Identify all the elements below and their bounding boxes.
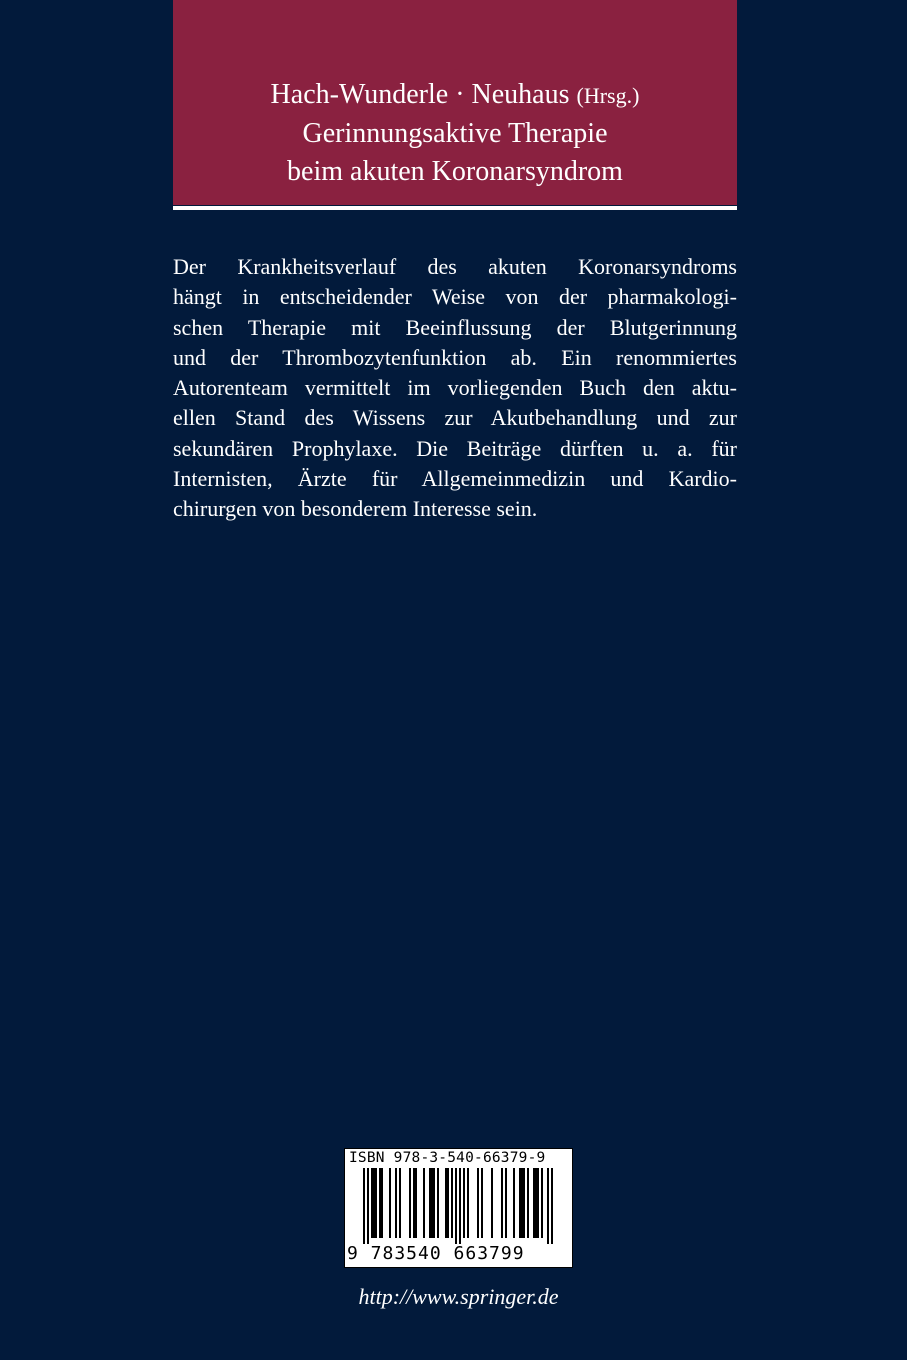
publisher-url: http://www.springer.de	[358, 1284, 559, 1309]
barcode-bar	[437, 1168, 439, 1238]
barcode-bar	[413, 1168, 415, 1238]
barcode-bar	[379, 1168, 381, 1238]
barcode-bar	[431, 1168, 433, 1238]
barcode-bar	[399, 1168, 401, 1238]
editor-suffix: (Hrsg.)	[576, 83, 640, 108]
barcode-bar	[415, 1168, 417, 1238]
blurb-text	[173, 252, 737, 525]
header-divider	[173, 206, 737, 210]
barcode-bar	[521, 1168, 523, 1238]
barcode-bar	[395, 1168, 397, 1238]
barcode-bar	[389, 1168, 391, 1238]
blurb-line: sekundären Prophylaxe. Die Beiträge dürften u. a. für	[173, 435, 737, 461]
barcode-bar	[381, 1168, 383, 1238]
blurb-line: chirurgen von besonderem Interesse sein.	[173, 496, 538, 522]
barcode-bar	[447, 1168, 449, 1238]
barcode-bar	[541, 1168, 543, 1238]
isbn-barcode-box	[344, 1148, 573, 1268]
barcode-bar	[527, 1168, 529, 1238]
barcode-bar	[477, 1168, 479, 1238]
barcode-bar	[459, 1168, 461, 1244]
barcode-bar	[547, 1168, 549, 1244]
authors: Hach-Wunderle · Neuhaus	[270, 79, 570, 110]
blurb-line: Der Krankheitsverlauf des akuten Koronarsyndroms	[173, 254, 737, 279]
blurb-line: Internisten, Ärzte für Allgemeinmedizin und Kardio-	[173, 466, 737, 492]
barcode-bar	[537, 1168, 539, 1238]
blurb-line: Autorenteam vermittelt im vorliegenden Buch den aktu-	[173, 375, 737, 401]
barcode-bar	[455, 1168, 457, 1244]
isbn-label: ISBN 978-3-540-66379-9	[349, 1150, 546, 1166]
barcode-bar	[505, 1168, 507, 1238]
barcode-bar	[433, 1168, 435, 1238]
blurb-line: schen Therapie mit Beeinflussung der Blutgerinnung	[173, 314, 737, 340]
barcode-bar	[367, 1168, 369, 1244]
title-panel	[173, 0, 737, 205]
blurb-line: hängt in entscheidender Weise von der pharmakologi-	[173, 284, 737, 310]
blurb-line: und der Thrombozytenfunktion ab. Ein renommiertes	[173, 344, 737, 370]
book-title-line-2: beim akuten Koronarsyndrom	[287, 156, 623, 187]
barcode-bar	[429, 1168, 431, 1238]
barcode-bar	[481, 1168, 483, 1238]
barcode-bar	[409, 1168, 411, 1238]
barcode-bar	[513, 1168, 515, 1238]
barcode-bar	[501, 1168, 503, 1238]
barcode-bar	[533, 1168, 535, 1238]
barcode-bar	[451, 1168, 453, 1238]
barcode-bar	[551, 1168, 553, 1244]
barcode-bar	[463, 1168, 465, 1238]
barcode-bar	[363, 1168, 365, 1244]
ean-digits: 9 783540 663799	[347, 1243, 525, 1264]
blurb-line: ellen Stand des Wissens zur Akutbehandlung und zur	[173, 405, 737, 431]
barcode-bar	[467, 1168, 469, 1238]
barcode-bar	[423, 1168, 425, 1238]
barcode-bar	[535, 1168, 537, 1238]
authors-line	[173, 76, 737, 115]
barcode-bar	[491, 1168, 493, 1238]
barcode-bar	[519, 1168, 521, 1238]
barcode-bar	[373, 1168, 375, 1238]
barcode-bar	[445, 1168, 447, 1238]
barcode-bar	[523, 1168, 525, 1238]
barcode-bar	[371, 1168, 373, 1238]
ean-barcode	[349, 1168, 568, 1246]
barcode-bar	[375, 1168, 377, 1238]
book-title-line-1: Gerinnungsaktive Therapie	[302, 118, 608, 149]
